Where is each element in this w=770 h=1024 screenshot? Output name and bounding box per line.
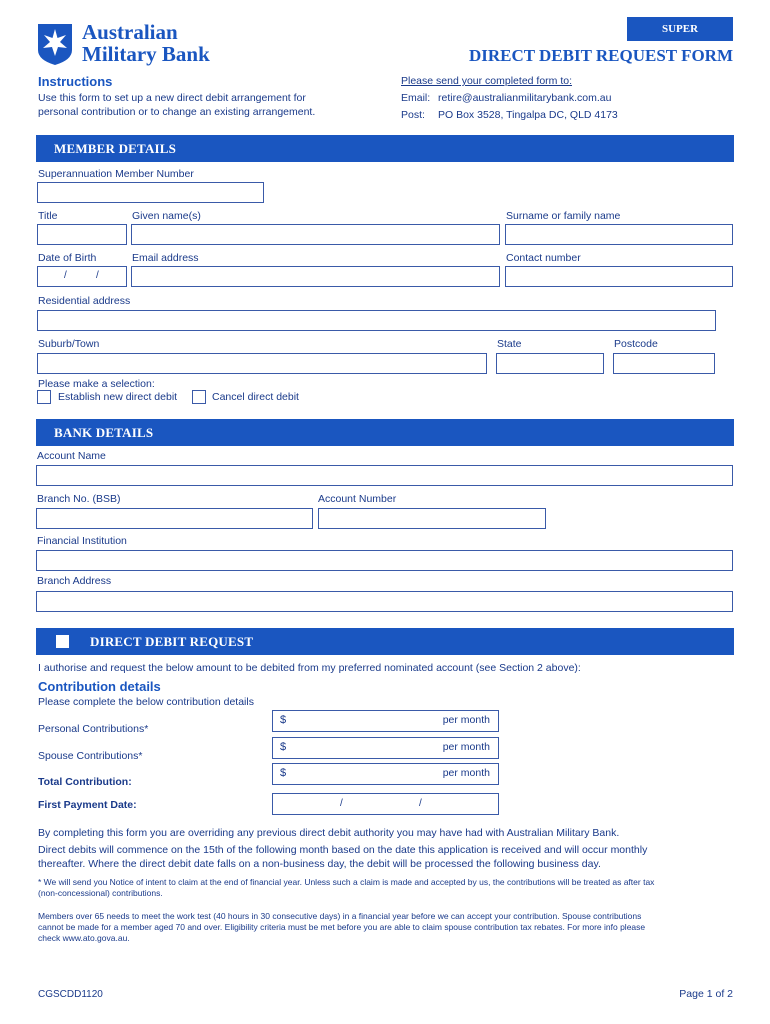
total-amount-field[interactable]: [272, 763, 499, 785]
account-number-field[interactable]: [318, 508, 546, 529]
payment-date-sep-2: /: [419, 798, 422, 809]
spouse-label: Spouse Contributions*: [38, 750, 143, 762]
footnote-2a: Members over 65 needs to meet the work test (40 hours in 30 consecutive days) in a financial year before we can accept your contribution. Spouse contributions: [38, 911, 642, 921]
commence-note-2: thereafter. Where the direct debit date falls on a non-business day, the debit will be processed the following business day.: [38, 858, 601, 870]
contact-label: Contact number: [506, 252, 581, 264]
first-payment-date-field[interactable]: [272, 793, 499, 815]
title-field[interactable]: [37, 224, 127, 245]
personal-amount-field[interactable]: [272, 710, 499, 732]
postcode-field[interactable]: [613, 353, 715, 374]
branch-address-label: Branch Address: [37, 575, 112, 587]
personal-label: Personal Contributions*: [38, 723, 149, 735]
contribution-sub: Please complete the below contribution details: [38, 696, 254, 708]
suburb-field[interactable]: [37, 353, 487, 374]
branch-address-field[interactable]: [36, 591, 733, 612]
given-name-label: Given name(s): [132, 210, 201, 222]
logo-line-1: Australian: [82, 20, 178, 44]
footnote-1b: (non-concessional) contributions.: [38, 888, 163, 898]
surname-field[interactable]: [505, 224, 733, 245]
spouse-per-month: per month: [442, 741, 490, 753]
total-currency: $: [280, 767, 287, 779]
dob-sep-2: /: [96, 270, 99, 281]
state-field[interactable]: [496, 353, 604, 374]
form-title: DIRECT DEBIT REQUEST FORM: [468, 46, 733, 65]
cancel-label: Cancel direct debit: [212, 391, 299, 403]
override-note: By completing this form you are overriding any previous direct debit authority you may have had with Australian Military Bank.: [38, 827, 620, 839]
cancel-checkbox[interactable]: [192, 390, 206, 404]
form-code: CGSCDD1120: [38, 989, 103, 1000]
send-to-heading: Please send your completed form to:: [401, 75, 573, 87]
email-label: Email address: [132, 252, 199, 264]
contribution-heading: Contribution details: [38, 679, 161, 694]
institution-field[interactable]: [36, 550, 733, 571]
payment-date-sep-1: /: [340, 798, 343, 809]
super-number-field[interactable]: [37, 182, 264, 203]
footnote-2b: cannot be made for a member aged 70 and over. Eligibility criteria must be met before you are able to claim spouse contribution tax rebates. For more info please: [38, 922, 646, 932]
bsb-field[interactable]: [36, 508, 313, 529]
total-per-month: per month: [442, 767, 490, 779]
bank-details-bar: BANK DETAILS: [36, 419, 734, 446]
footnote-2c: check www.ato.gova.au.: [38, 933, 130, 943]
personal-currency: $: [280, 714, 287, 726]
logo: [36, 22, 236, 68]
authorise-text: I authorise and request the below amount to be debited from my preferred nominated account (see Section 2 above):: [38, 662, 581, 674]
member-details-bar: MEMBER DETAILS: [36, 135, 734, 162]
super-number-label: Superannuation Member Number: [38, 168, 194, 180]
direct-debit-bar: DIRECT DEBIT REQUEST: [36, 628, 734, 655]
given-name-field[interactable]: [131, 224, 500, 245]
selection-label: Please make a selection:: [38, 378, 155, 390]
establish-checkbox[interactable]: [37, 390, 51, 404]
account-name-field[interactable]: [36, 465, 733, 486]
postcode-label: Postcode: [614, 338, 658, 350]
establish-label: Establish new direct debit: [58, 391, 178, 403]
section-checkbox[interactable]: [56, 635, 69, 648]
institution-label: Financial Institution: [37, 535, 127, 547]
send-post-label: Post:: [401, 109, 425, 121]
contact-field[interactable]: [505, 266, 733, 287]
address-field[interactable]: [37, 310, 716, 331]
email-field[interactable]: [131, 266, 500, 287]
dob-field[interactable]: [37, 266, 127, 287]
account-number-label: Account Number: [318, 493, 397, 505]
total-label: Total Contribution:: [38, 776, 132, 788]
send-email-label: Email:: [401, 92, 431, 104]
instructions-line-2: personal contribution or to change an existing arrangement.: [38, 106, 316, 118]
spouse-amount-field[interactable]: [272, 737, 499, 759]
suburb-label: Suburb/Town: [38, 338, 100, 350]
footnote-1a: * We will send you Notice of intent to claim at the end of financial year. Unless such a claim is made and accepted by us, the contributions will be treated as after tax: [38, 877, 655, 887]
star-shield-icon: [36, 22, 74, 66]
address-label: Residential address: [38, 295, 131, 307]
title-label: Title: [38, 210, 58, 222]
page-number: Page 1 of 2: [679, 988, 733, 1000]
send-email[interactable]: retire@australianmilitarybank.com.au: [438, 92, 612, 104]
send-post: PO Box 3528, Tingalpa DC, QLD 4173: [438, 109, 618, 121]
bsb-label: Branch No. (BSB): [37, 493, 121, 505]
commence-note-1: Direct debits will commence on the 15th of the following month based on the date this application is received and will occur monthly: [38, 844, 648, 856]
logo-line-2: Military Bank: [82, 42, 210, 66]
account-name-label: Account Name: [37, 450, 106, 462]
spouse-currency: $: [280, 741, 287, 753]
instructions-heading: Instructions: [38, 74, 113, 89]
super-badge: SUPER: [627, 17, 733, 41]
dob-sep-1: /: [64, 270, 67, 281]
surname-label: Surname or family name: [506, 210, 621, 222]
instructions-line-1: Use this form to set up a new direct debit arrangement for: [38, 92, 306, 104]
personal-per-month: per month: [442, 714, 490, 726]
dob-label: Date of Birth: [38, 252, 97, 264]
first-payment-label: First Payment Date:: [38, 799, 137, 811]
state-label: State: [497, 338, 522, 350]
